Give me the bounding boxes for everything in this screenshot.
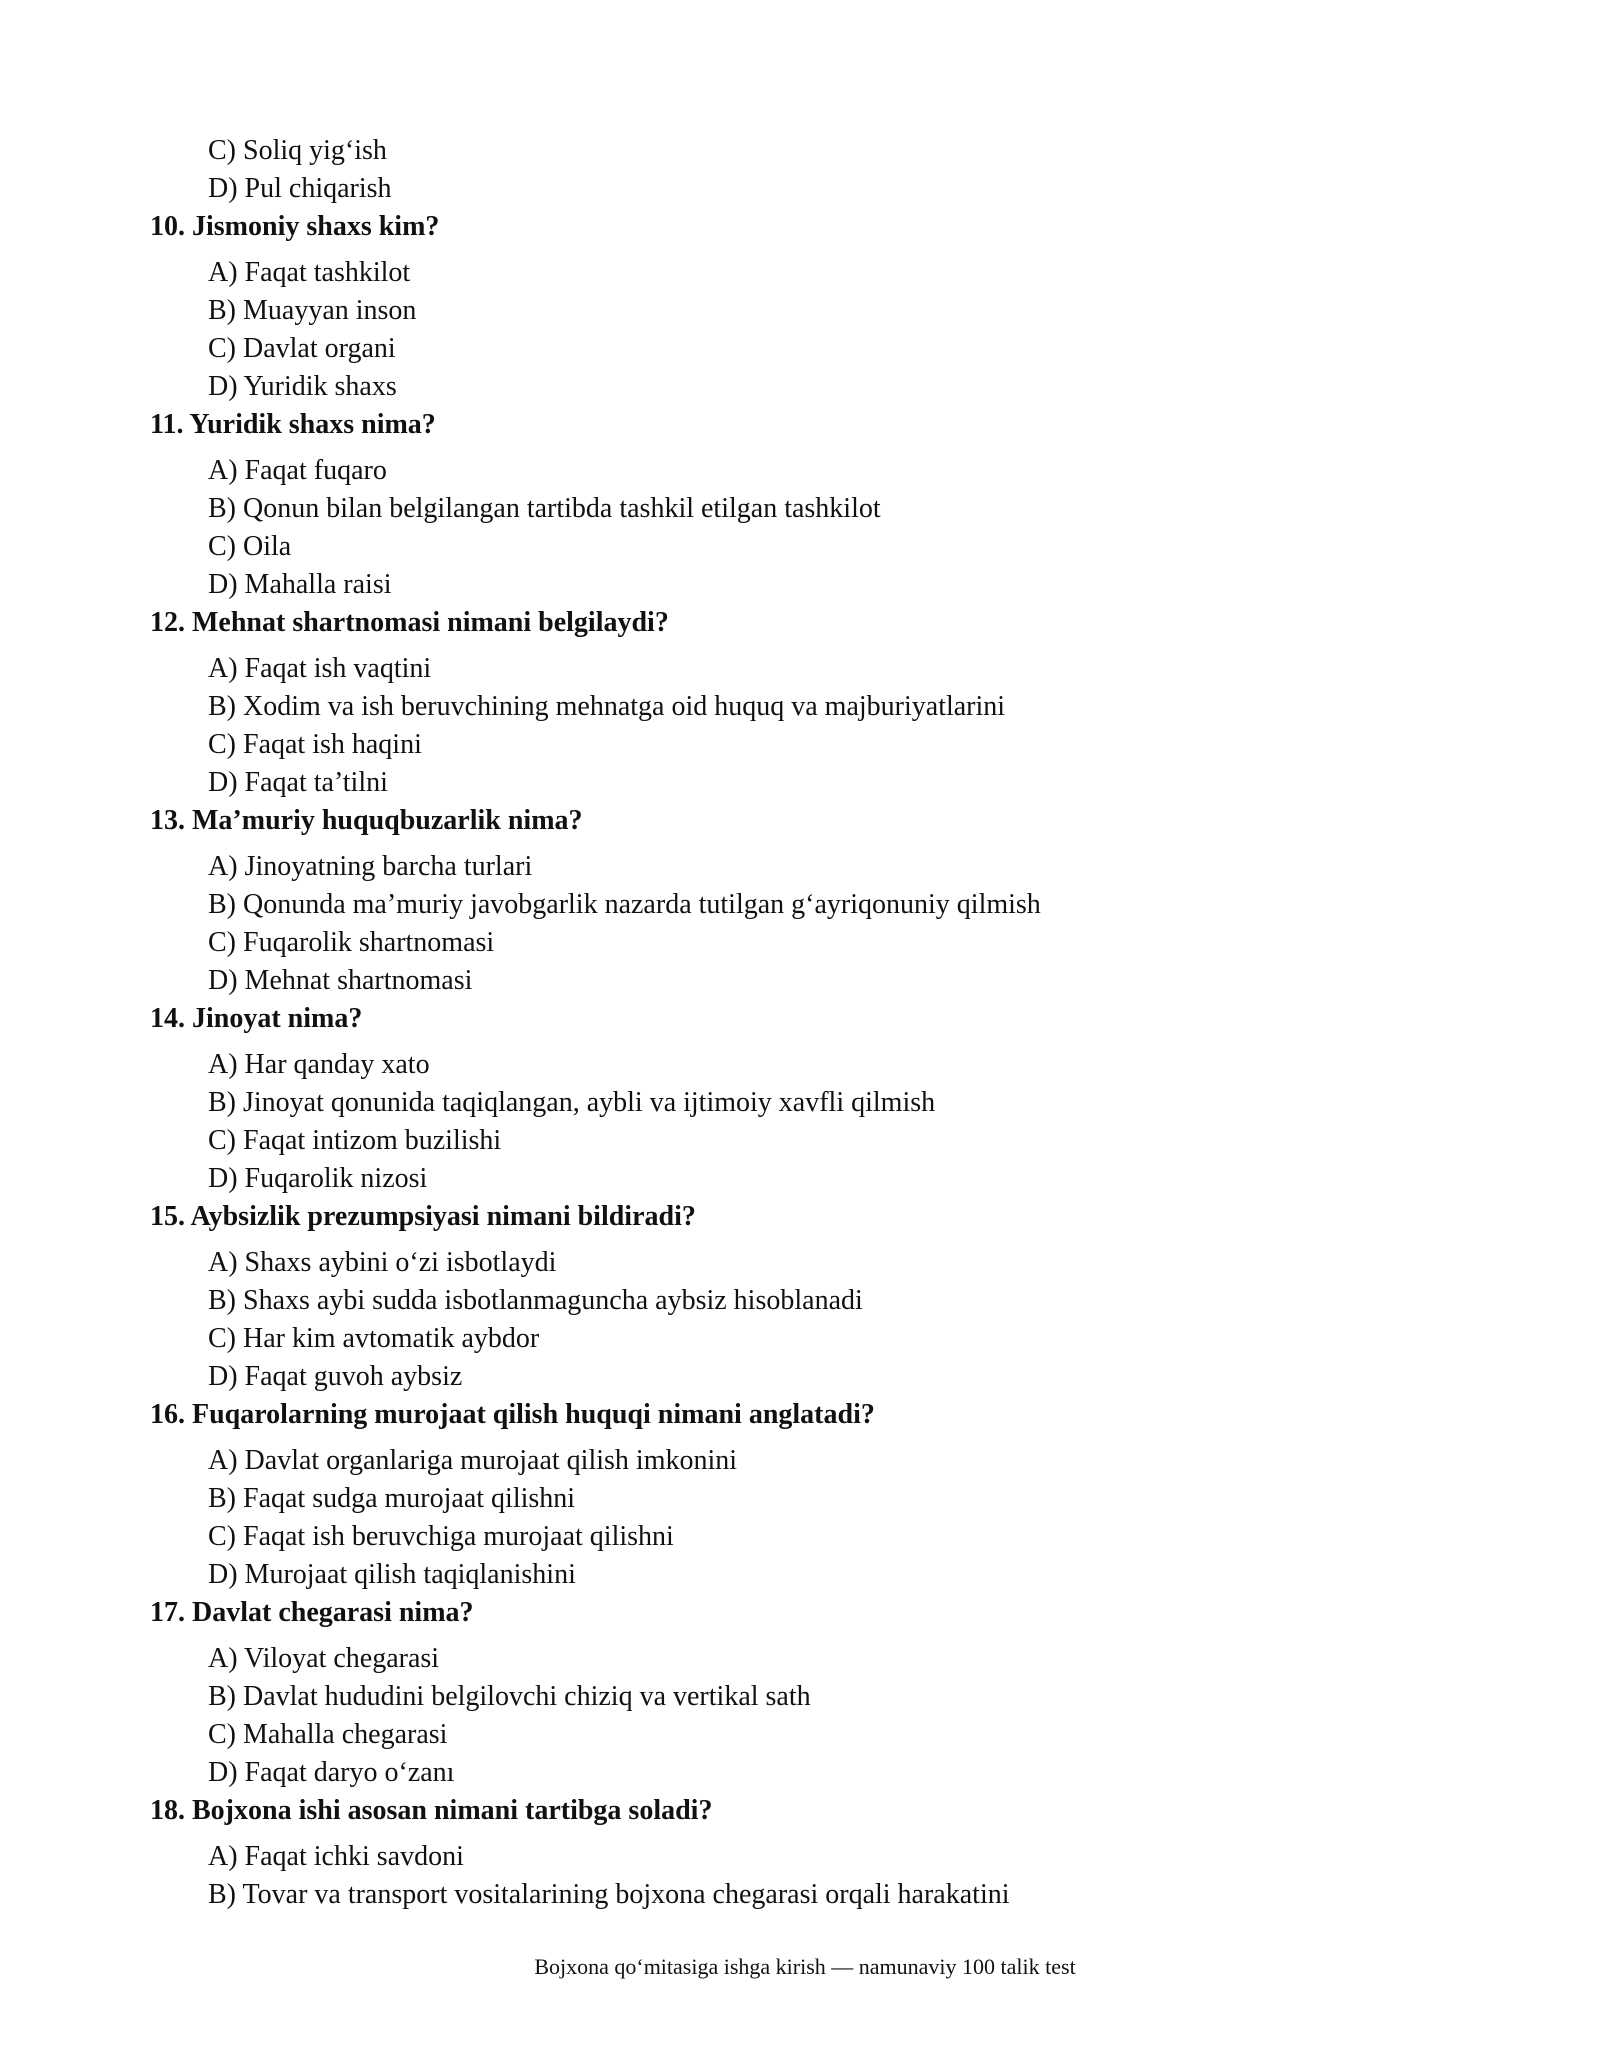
answer-option: B) Tovar va transport vositalarining bojxona chegarasi orqali harakatini: [208, 1879, 1010, 1910]
answer-option: D) Fuqarolik nizosi: [208, 1163, 428, 1194]
question-title: 17. Davlat chegarasi nima?: [150, 1597, 474, 1628]
question-title: 11. Yuridik shaxs nima?: [150, 409, 436, 440]
answer-option: C) Soliq yig‘ish: [208, 135, 387, 166]
answer-option: B) Jinoyat qonunida taqiqlangan, aybli va ijtimoiy xavfli qilmish: [208, 1087, 936, 1118]
answer-option: A) Davlat organlariga murojaat qilish imkonini: [208, 1445, 738, 1476]
question-title: 16. Fuqarolarning murojaat qilish huquqi nimani anglatadi?: [150, 1399, 875, 1430]
footer-text: Bojxona qo‘mitasiga ishga kirish — namunaviy 100 talik test: [534, 1954, 1076, 1979]
question-title: 14. Jinoyat nima?: [150, 1003, 363, 1034]
answer-option: B) Shaxs aybi sudda isbotlanmaguncha aybsiz hisoblanadi: [208, 1285, 863, 1316]
question-title: 13. Ma’muriy huquqbuzarlik nima?: [150, 805, 583, 836]
answer-option: C) Fuqarolik shartnomasi: [208, 927, 495, 958]
question-title: 10. Jismoniy shaxs kim?: [150, 211, 440, 242]
question-title: 12. Mehnat shartnomasi nimani belgilaydi?: [150, 607, 669, 638]
answer-option: C) Davlat organi: [208, 333, 396, 364]
answer-option: C) Faqat ish beruvchiga murojaat qilishni: [208, 1521, 674, 1552]
answer-option: A) Faqat fuqaro: [208, 455, 387, 486]
answer-option: D) Yuridik shaxs: [208, 371, 397, 402]
answer-option: D) Pul chiqarish: [208, 173, 392, 204]
question-11: [150, 406, 1450, 604]
question-15: [150, 1198, 1450, 1396]
question-14: [150, 1000, 1450, 1198]
previous-question-tail: [150, 132, 1450, 208]
answer-option: A) Faqat ish vaqtini: [208, 653, 432, 684]
answer-option: B) Muayyan inson: [208, 295, 417, 326]
answer-option: C) Mahalla chegarasi: [208, 1719, 448, 1750]
answer-option: A) Faqat ichki savdoni: [208, 1841, 464, 1872]
question-13: [150, 802, 1450, 1000]
question-16: [150, 1396, 1450, 1594]
question-18: [150, 1792, 1450, 1914]
test-content: [150, 132, 1450, 1914]
answer-option: B) Xodim va ish beruvchining mehnatga oid huquq va majburiyatlarini: [208, 691, 1006, 722]
question-10: [150, 208, 1450, 406]
answer-option: A) Har qanday xato: [208, 1049, 430, 1080]
answer-option: B) Davlat hududini belgilovchi chiziq va vertikal sath: [208, 1681, 811, 1712]
answer-option: A) Shaxs aybini o‘zi isbotlaydi: [208, 1247, 557, 1278]
answer-option: C) Oila: [208, 531, 292, 562]
question-12: [150, 604, 1450, 802]
answer-option: C) Har kim avtomatik aybdor: [208, 1323, 540, 1354]
question-title: 18. Bojxona ishi asosan nimani tartibga soladi?: [150, 1795, 713, 1826]
answer-option: C) Faqat ish haqini: [208, 729, 422, 760]
answer-option: D) Mahalla raisi: [208, 569, 392, 600]
answer-option: A) Faqat tashkilot: [208, 257, 411, 288]
answer-option: D) Faqat daryo o‘zanı: [208, 1757, 455, 1788]
answer-option: B) Qonunda ma’muriy javobgarlik nazarda tutilgan g‘ayriqonuniy qilmish: [208, 889, 1041, 920]
answer-option: A) Jinoyatning barcha turlari: [208, 851, 533, 882]
answer-option: B) Faqat sudga murojaat qilishni: [208, 1483, 576, 1514]
answer-option: D) Faqat ta’tilni: [208, 767, 388, 798]
answer-option: C) Faqat intizom buzilishi: [208, 1125, 502, 1156]
question-17: [150, 1594, 1450, 1792]
page-footer: [0, 1952, 1600, 1982]
answer-option: B) Qonun bilan belgilangan tartibda tashkil etilgan tashkilot: [208, 493, 881, 524]
question-title: 15. Aybsizlik prezumpsiyasi nimani bildiradi?: [150, 1201, 696, 1232]
answer-option: A) Viloyat chegarasi: [208, 1643, 440, 1674]
answer-option: D) Murojaat qilish taqiqlanishini: [208, 1559, 576, 1590]
answer-option: D) Mehnat shartnomasi: [208, 965, 473, 996]
answer-option: D) Faqat guvoh aybsiz: [208, 1361, 463, 1392]
